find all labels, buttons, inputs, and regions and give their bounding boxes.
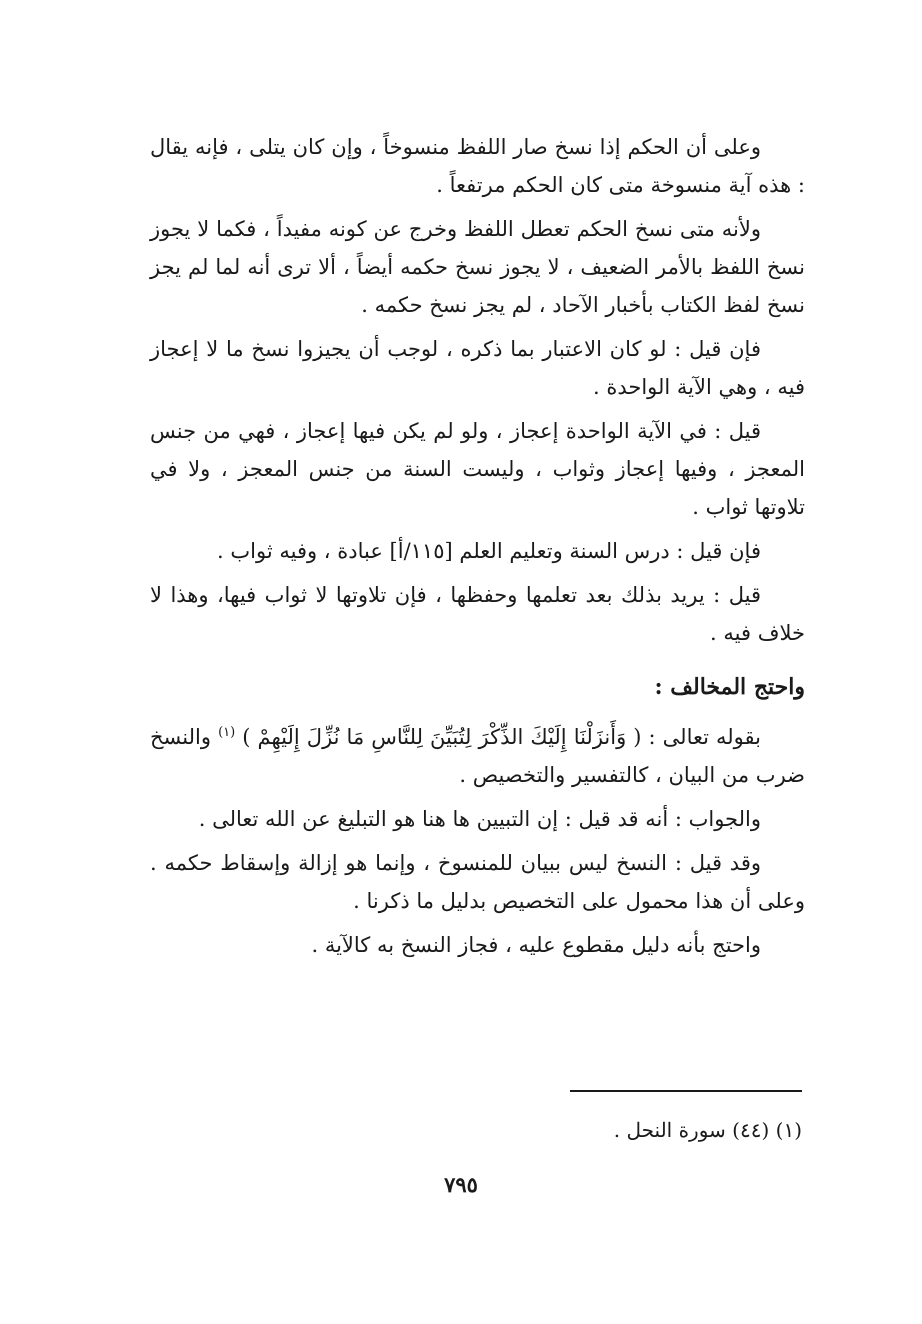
page-number: ٧٩٥ — [444, 1172, 478, 1197]
paragraph-3: فإن قيل : لو كان الاعتبار بما ذكره ، لوجب أن يجيزوا نسخ ما لا إعجاز فيه ، وهي الآية الواحدة . — [150, 337, 805, 399]
paragraph-verse — [150, 714, 805, 794]
paragraph-6: قيل : يريد بذلك بعد تعلمها وحفظها ، فإن تلاوتها لا ثواب فيها، وهذا لا خلاف فيه . — [150, 583, 805, 645]
paragraph-reply: وقد قيل : النسخ ليس ببيان للمنسوخ ، وإنما هو إزالة وإسقاط حكمه . وعلى أن هذا محمول على التخصيص بدليل ما ذكرنا . — [150, 851, 805, 913]
paragraph-5: فإن قيل : درس السنة وتعليم العلم [١١٥/أ] عبادة ، وفيه ثواب . — [217, 539, 761, 563]
paragraph-answer: والجواب : أنه قد قيل : إن التبيين ها هنا هو التبليغ عن الله تعالى . — [198, 807, 761, 831]
section-heading: واحتج المخالف : — [654, 674, 805, 700]
footnote-ref: (١) — [218, 725, 236, 740]
paragraph-1: وعلى أن الحكم إذا نسخ صار اللفظ منسوخاً ، وإن كان يتلى ، فإنه يقال : هذه آية منسوخة متى كان الحكم مرتفعاً . — [150, 135, 805, 197]
main-text — [150, 128, 805, 964]
paragraph-2: ولأنه متى نسخ الحكم تعطل اللفظ وخرج عن كونه مفيداً ، فكما لا يجوز نسخ اللفظ بالأمر الضعيف ، لا يجوز نسخ حكمه أيضاً ، ألا ترى أنه لما لم يجز نسخ لفظ الكتاب بأخبار الآحاد ، لم يجز نسخ حكمه . — [150, 217, 805, 317]
footnote-marker: (١) — [775, 1118, 802, 1142]
footnote — [614, 1118, 802, 1142]
footnote-divider — [570, 1090, 802, 1092]
verse-text: بقوله تعالى : ( وَأَنزَلْنَا إِلَيْكَ الذِّكْرَ لِتُبَيِّنَ لِلنَّاسِ مَا نُزِّلَ إِلَيْهِمْ ) — [242, 725, 761, 749]
paragraph-4: قيل : في الآية الواحدة إعجاز ، ولو لم يكن فيها إعجاز ، فهي من جنس المعجز ، وفيها إعجاز وثواب ، وليست السنة من جنس المعجز ، ولا في تلاوتها ثواب . — [150, 419, 805, 519]
verse-continuation: والنسخ ضرب من البيان ، كالتفسير والتخصيص . — [150, 725, 805, 787]
footnote-text: (٤٤) سورة النحل . — [613, 1118, 770, 1142]
paragraph-last: واحتج بأنه دليل مقطوع عليه ، فجاز النسخ به كالآية . — [311, 933, 761, 957]
